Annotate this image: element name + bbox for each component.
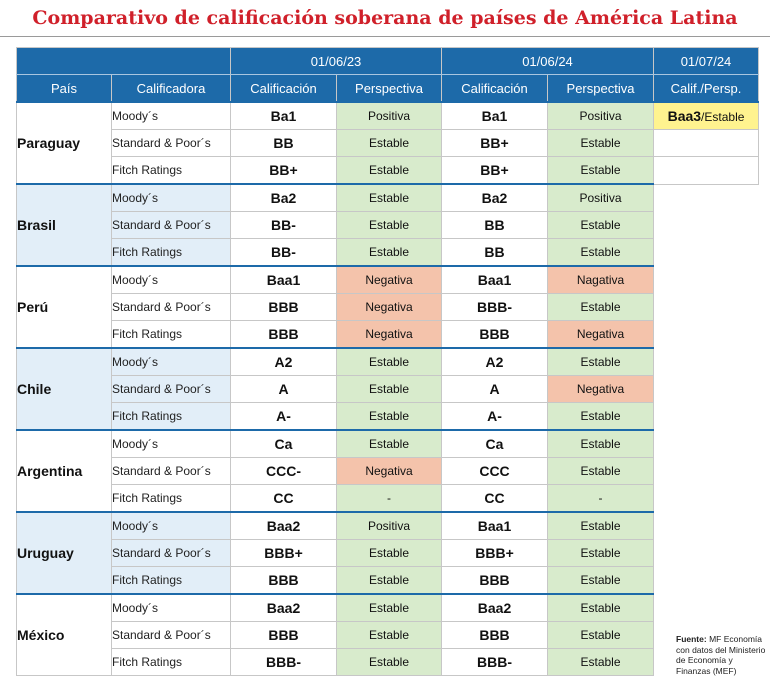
rating-2023: BBB [231,622,337,649]
agency-name: Moody´s [112,512,231,540]
source-label: Fuente: [676,634,707,644]
outlook-2024: Estable [548,157,654,185]
table-row [17,321,759,349]
agency-name: Fitch Ratings [112,567,231,595]
outlook-2024: Estable [548,512,654,540]
empty-cell [654,540,759,567]
rating-2024: BBB- [442,649,548,676]
empty-cell [654,458,759,485]
agency-name: Fitch Ratings [112,157,231,185]
outlook-2024: - [548,485,654,513]
update-0724-outlook: Estable [704,110,745,124]
agency-name: Fitch Ratings [112,485,231,513]
update-0724-empty [654,130,759,157]
agency-name: Fitch Ratings [112,403,231,431]
outlook-2023: Estable [337,212,442,239]
header-row-columns [17,75,759,103]
agency-name: Moody´s [112,102,231,130]
rating-2024: BBB- [442,294,548,321]
col-header-agency: Calificadora [112,75,231,103]
empty-cell [654,266,759,294]
table-row [17,403,759,431]
header-blank [17,48,231,75]
rating-2024: BBB [442,622,548,649]
rating-2023: A- [231,403,337,431]
rating-2023: Baa2 [231,512,337,540]
rating-2023: CCC- [231,458,337,485]
outlook-2024: Negativa [548,321,654,349]
table-row [17,649,759,676]
rating-2024: BB [442,239,548,267]
table-row [17,485,759,513]
col-header-rating-2023: Calificación [231,75,337,103]
outlook-2023: Estable [337,649,442,676]
empty-cell [654,403,759,431]
outlook-2024: Nagativa [548,266,654,294]
outlook-2024: Estable [548,540,654,567]
table-row [17,594,759,622]
country-name: Brasil [17,184,112,266]
outlook-2024: Estable [548,212,654,239]
update-0724-rating: Baa3 [667,108,702,124]
col-header-rating-2024: Calificación [442,75,548,103]
outlook-2023: Estable [337,622,442,649]
table-row [17,239,759,267]
rating-2024: CCC [442,458,548,485]
rating-2024: BBB [442,567,548,595]
rating-2023: BBB+ [231,540,337,567]
empty-cell [654,567,759,595]
header-date-2024-07: 01/07/24 [654,48,759,75]
empty-cell [654,430,759,458]
outlook-2024: Estable [548,649,654,676]
col-header-update-0724: Calif./Persp. [654,75,759,103]
agency-name: Standard & Poor´s [112,130,231,157]
rating-2024: Baa1 [442,266,548,294]
update-0724-separator: / [701,110,705,124]
rating-2023: Baa2 [231,594,337,622]
empty-cell [654,485,759,513]
outlook-2023: Estable [337,130,442,157]
rating-2024: BBB [442,321,548,349]
rating-2023: BB [231,130,337,157]
outlook-2023: Estable [337,157,442,185]
rating-2023: BBB [231,321,337,349]
rating-2024: BB [442,212,548,239]
page-title: Comparativo de calificación soberana de países de América Latina [32,7,738,29]
rating-2024: CC [442,485,548,513]
empty-cell [654,294,759,321]
outlook-2023: Estable [337,239,442,267]
table-row [17,102,759,130]
rating-2023: BBB- [231,649,337,676]
outlook-2024: Estable [548,567,654,595]
rating-2023: CC [231,485,337,513]
table-row [17,266,759,294]
outlook-2024: Estable [548,294,654,321]
outlook-2023: Negativa [337,458,442,485]
outlook-2023: Estable [337,430,442,458]
table-row [17,184,759,212]
rating-2023: BB- [231,239,337,267]
header-date-2023: 01/06/23 [231,48,442,75]
source-text: MF Economía con datos del Ministerio de Economía y Finanzas (MEF) [676,634,766,676]
rating-2023: BB- [231,212,337,239]
outlook-2023: Estable [337,184,442,212]
rating-2024: Baa1 [442,512,548,540]
rating-2024: BBB+ [442,540,548,567]
col-header-outlook-2023: Perspectiva [337,75,442,103]
outlook-2024: Estable [548,622,654,649]
outlook-2023: Negativa [337,266,442,294]
outlook-2024: Estable [548,348,654,376]
outlook-2024: Estable [548,458,654,485]
rating-2023: Ca [231,430,337,458]
outlook-2024: Estable [548,403,654,431]
empty-cell [654,212,759,239]
empty-cell [654,321,759,349]
agency-name: Fitch Ratings [112,649,231,676]
country-name: Perú [17,266,112,348]
source-note [676,634,768,676]
header-row-dates [17,48,759,75]
table-row [17,294,759,321]
agency-name: Fitch Ratings [112,239,231,267]
table-row [17,348,759,376]
empty-cell [654,512,759,540]
rating-2023: A [231,376,337,403]
rating-2023: Ba1 [231,102,337,130]
rating-2024: A- [442,403,548,431]
agency-name: Standard & Poor´s [112,458,231,485]
agency-name: Standard & Poor´s [112,376,231,403]
rating-2023: BBB [231,567,337,595]
outlook-2024: Estable [548,594,654,622]
country-name: Argentina [17,430,112,512]
rating-2024: BB+ [442,157,548,185]
table-row [17,512,759,540]
table-row [17,212,759,239]
rating-2023: BB+ [231,157,337,185]
table-row [17,157,759,185]
title-divider [0,36,770,37]
rating-2023: Baa1 [231,266,337,294]
table-row [17,130,759,157]
agency-name: Moody´s [112,266,231,294]
agency-name: Standard & Poor´s [112,294,231,321]
outlook-2024: Positiva [548,184,654,212]
outlook-2024: Estable [548,130,654,157]
country-name: Uruguay [17,512,112,594]
outlook-2023: Estable [337,567,442,595]
col-header-country: País [17,75,112,103]
agency-name: Standard & Poor´s [112,540,231,567]
outlook-2023: Negativa [337,321,442,349]
outlook-2023: Estable [337,540,442,567]
table-row [17,458,759,485]
outlook-2023: Estable [337,348,442,376]
table-row [17,622,759,649]
rating-2023: Ba2 [231,184,337,212]
agency-name: Moody´s [112,430,231,458]
agency-name: Standard & Poor´s [112,622,231,649]
rating-2024: BB+ [442,130,548,157]
ratings-table [16,47,759,676]
agency-name: Moody´s [112,348,231,376]
table-row [17,540,759,567]
empty-cell [654,184,759,212]
table-row [17,376,759,403]
outlook-2024: Positiva [548,102,654,130]
table-row [17,430,759,458]
outlook-2024: Negativa [548,376,654,403]
country-name: Chile [17,348,112,430]
rating-2023: BBB [231,294,337,321]
country-name: México [17,594,112,676]
empty-cell [654,239,759,267]
rating-2024: A2 [442,348,548,376]
rating-2024: Baa2 [442,594,548,622]
rating-2024: Ba1 [442,102,548,130]
rating-2024: A [442,376,548,403]
header-date-2024-06: 01/06/24 [442,48,654,75]
rating-2024: Ba2 [442,184,548,212]
outlook-2023: Estable [337,594,442,622]
agency-name: Standard & Poor´s [112,212,231,239]
outlook-2024: Estable [548,239,654,267]
agency-name: Moody´s [112,184,231,212]
outlook-2023: Estable [337,403,442,431]
rating-2024: Ca [442,430,548,458]
table-row [17,567,759,595]
outlook-2024: Estable [548,430,654,458]
agency-name: Moody´s [112,594,231,622]
col-header-outlook-2024: Perspectiva [548,75,654,103]
ratings-body [17,102,759,676]
outlook-2023: Positiva [337,102,442,130]
empty-cell [654,348,759,376]
rating-2023: A2 [231,348,337,376]
update-0724-cell [654,102,759,130]
outlook-2023: Negativa [337,294,442,321]
update-0724-empty [654,157,759,185]
outlook-2023: - [337,485,442,513]
outlook-2023: Estable [337,376,442,403]
country-name: Paraguay [17,102,112,184]
empty-cell [654,376,759,403]
agency-name: Fitch Ratings [112,321,231,349]
empty-cell [654,594,759,622]
outlook-2023: Positiva [337,512,442,540]
